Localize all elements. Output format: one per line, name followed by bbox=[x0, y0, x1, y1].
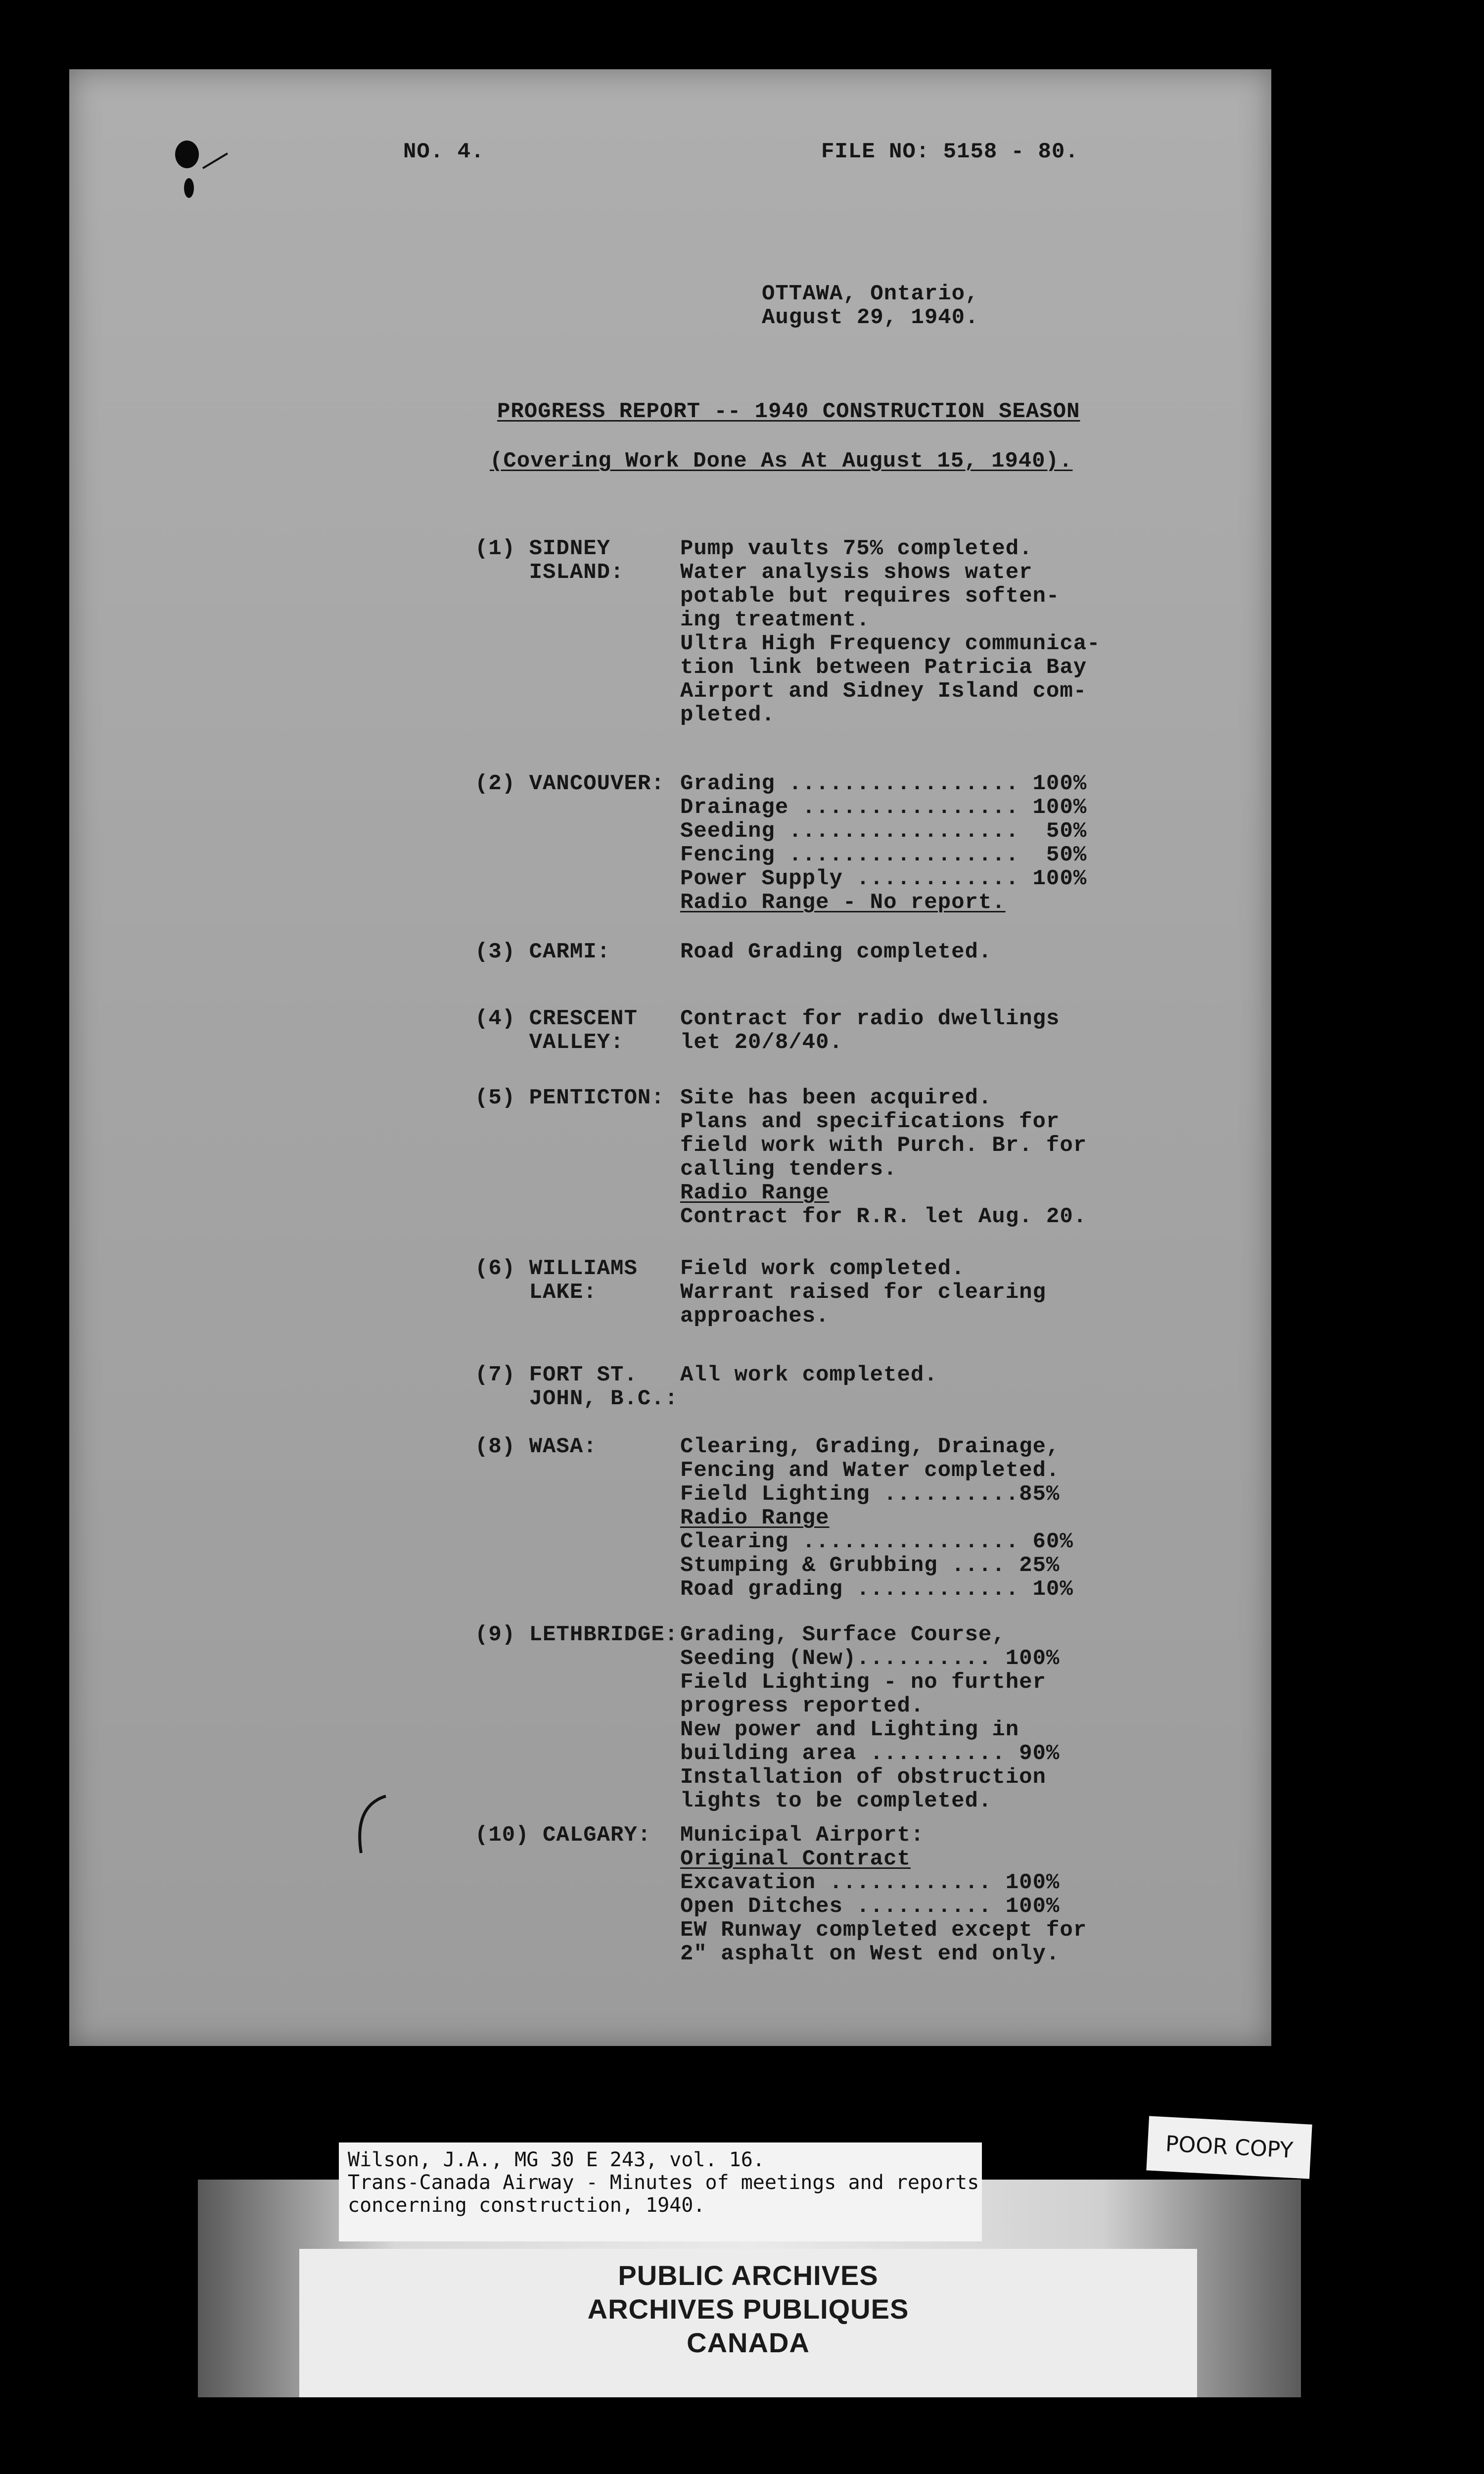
status-line: Airport and Sidney Island com- bbox=[680, 679, 1087, 704]
status-line: Water analysis shows water bbox=[680, 560, 1033, 585]
status-line: Fencing and Water completed. bbox=[680, 1458, 1060, 1483]
status-line: Excavation ............ 100% bbox=[680, 1870, 1060, 1895]
location-label-line: (2) VANCOUVER: bbox=[475, 771, 665, 796]
status-line: Site has been acquired. bbox=[680, 1086, 992, 1110]
location-label-line: JOHN, B.C.: bbox=[475, 1386, 679, 1411]
location-label-line: LAKE: bbox=[475, 1280, 597, 1305]
location-label-line: (8) WASA: bbox=[475, 1434, 597, 1459]
entry-status-text bbox=[680, 1435, 1073, 1601]
status-line: Grading, Surface Course, bbox=[680, 1622, 1006, 1647]
poor-copy-note: POOR COPY bbox=[1146, 2116, 1312, 2179]
location-label-line: (4) CRESCENT bbox=[475, 1006, 638, 1031]
status-line: tion link between Patricia Bay bbox=[680, 655, 1087, 680]
status-line: Field work completed. bbox=[680, 1256, 965, 1281]
entry-status-text bbox=[680, 537, 1101, 727]
location-label-line: (7) FORT ST. bbox=[475, 1363, 638, 1387]
status-line: New power and Lighting in bbox=[680, 1717, 1020, 1742]
status-line: Field Lighting - no further bbox=[680, 1670, 1046, 1695]
status-line: Grading ................. 100% bbox=[680, 771, 1087, 796]
report-subtitle: (Covering Work Done As At August 15, 1940). bbox=[490, 449, 1073, 474]
entry-location-label bbox=[475, 1257, 683, 1304]
location-label-line: (5) PENTICTON: bbox=[475, 1086, 665, 1110]
location-label-line: (3) CARMI: bbox=[475, 940, 611, 964]
entry-location-label bbox=[475, 1435, 683, 1459]
date-line: August 29, 1940. bbox=[762, 305, 979, 330]
archives-stamp bbox=[299, 2249, 1197, 2397]
entry-status-text bbox=[680, 1363, 938, 1387]
location-label-line: (9) LETHBRIDGE: bbox=[475, 1622, 679, 1647]
entry-status-text bbox=[680, 1623, 1060, 1813]
status-line: potable but requires soften- bbox=[680, 584, 1060, 609]
entry-status-text bbox=[680, 1823, 1087, 1966]
document-number: NO. 4. bbox=[403, 140, 485, 164]
report-title: PROGRESS REPORT -- 1940 CONSTRUCTION SEASON bbox=[497, 399, 1080, 424]
status-line: Drainage ................ 100% bbox=[680, 795, 1087, 820]
status-line: field work with Purch. Br. for bbox=[680, 1133, 1087, 1158]
archive-line: Trans-Canada Airway - Minutes of meetings and reports bbox=[348, 2171, 979, 2194]
status-line: EW Runway completed except for bbox=[680, 1918, 1087, 1943]
stamp-line: CANADA bbox=[687, 2327, 810, 2358]
location-label-line: (1) SIDNEY bbox=[475, 536, 611, 561]
location-label-line: VALLEY: bbox=[475, 1030, 624, 1055]
check-mark bbox=[344, 1791, 403, 1860]
status-line: Road Grading completed. bbox=[680, 940, 992, 964]
stamp-line: ARCHIVES PUBLIQUES bbox=[587, 2293, 909, 2325]
status-line: pleted. bbox=[680, 703, 775, 727]
archive-reference-card bbox=[339, 2142, 982, 2241]
punch-hole-mark bbox=[158, 134, 237, 223]
status-line: lights to be completed. bbox=[680, 1789, 992, 1813]
status-line: Warrant raised for clearing bbox=[680, 1280, 1046, 1305]
stamp-line: PUBLIC ARCHIVES bbox=[618, 2260, 879, 2291]
status-line: approaches. bbox=[680, 1304, 830, 1329]
status-line: ing treatment. bbox=[680, 608, 870, 632]
status-line: Radio Range - No report. bbox=[680, 890, 1006, 915]
entry-location-label bbox=[475, 1086, 683, 1110]
status-line: Contract for R.R. let Aug. 20. bbox=[680, 1204, 1087, 1229]
status-line: Installation of obstruction bbox=[680, 1765, 1046, 1790]
entry-status-text bbox=[680, 1257, 1046, 1328]
status-line: Road grading ............ 10% bbox=[680, 1577, 1073, 1602]
archive-line: concerning construction, 1940. bbox=[348, 2194, 705, 2217]
file-number: FILE NO: 5158 - 80. bbox=[821, 140, 1079, 164]
status-line: Seeding (New).......... 100% bbox=[680, 1646, 1060, 1671]
status-line: 2" asphalt on West end only. bbox=[680, 1942, 1060, 1966]
status-line: building area .......... 90% bbox=[680, 1741, 1060, 1766]
status-line: Open Ditches .......... 100% bbox=[680, 1894, 1060, 1919]
entry-location-label bbox=[475, 1823, 683, 1847]
place-line: OTTAWA, Ontario, bbox=[762, 282, 979, 306]
status-line: Clearing, Grading, Drainage, bbox=[680, 1434, 1060, 1459]
entry-status-text bbox=[680, 940, 992, 964]
status-line: Clearing ................ 60% bbox=[680, 1529, 1073, 1554]
location-label-line: ISLAND: bbox=[475, 560, 624, 585]
location-label-line: (6) WILLIAMS bbox=[475, 1256, 638, 1281]
status-line: Pump vaults 75% completed. bbox=[680, 536, 1033, 561]
status-line: Field Lighting ..........85% bbox=[680, 1482, 1060, 1507]
entry-status-text bbox=[680, 1086, 1087, 1229]
entry-location-label bbox=[475, 1623, 683, 1647]
status-line: Power Supply ............ 100% bbox=[680, 866, 1087, 891]
entry-location-label bbox=[475, 1007, 683, 1054]
status-line: Municipal Airport: bbox=[680, 1823, 925, 1848]
status-line: Fencing ................. 50% bbox=[680, 843, 1087, 867]
status-line: Radio Range bbox=[680, 1506, 830, 1530]
entry-location-label bbox=[475, 940, 683, 964]
status-line: calling tenders. bbox=[680, 1157, 897, 1182]
entry-location-label bbox=[475, 537, 683, 584]
status-line: Plans and specifications for bbox=[680, 1109, 1060, 1134]
status-line: progress reported. bbox=[680, 1694, 925, 1718]
entry-status-text bbox=[680, 1007, 1060, 1054]
status-line: let 20/8/40. bbox=[680, 1030, 843, 1055]
entry-location-label bbox=[475, 772, 683, 796]
status-line: Original Contract bbox=[680, 1847, 911, 1871]
entry-location-label bbox=[475, 1363, 683, 1411]
location-label-line: (10) CALGARY: bbox=[475, 1823, 651, 1848]
status-line: All work completed. bbox=[680, 1363, 938, 1387]
status-line: Seeding ................. 50% bbox=[680, 819, 1087, 844]
status-line: Stumping & Grubbing .... 25% bbox=[680, 1553, 1060, 1578]
status-line: Radio Range bbox=[680, 1181, 830, 1205]
entry-status-text bbox=[680, 772, 1087, 914]
document-page bbox=[69, 69, 1271, 2046]
archive-line: Wilson, J.A., MG 30 E 243, vol. 16. bbox=[348, 2148, 765, 2171]
status-line: Ultra High Frequency communica- bbox=[680, 631, 1101, 656]
status-line: Contract for radio dwellings bbox=[680, 1006, 1060, 1031]
